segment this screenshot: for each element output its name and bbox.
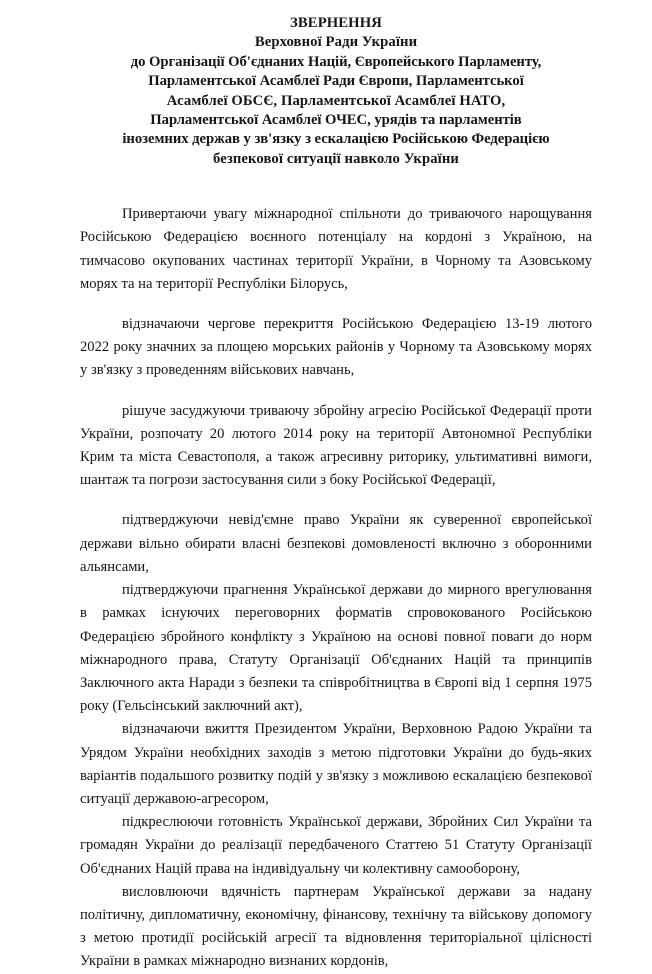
title-line-3: до Організації Об'єднаних Націй, Європейського Парламенту, [130, 53, 542, 70]
title-line-7: іноземних держав у зв'язку з ескалацією Російською Федерацією [122, 131, 550, 148]
paragraph-2: відзначаючи чергове перекриття Російською Федерацією 13-19 лютого 2022 року значних за площею морських районів у Чорному та Азовському морях у зв'язку з проведенням військових навчань, [80, 316, 592, 379]
document-title-block [80, 14, 592, 169]
paragraph-8: висловлюючи вдячність партнерам Української держави за надану політичну, дипломатичну, економічну, фінансову, технічну та військову допомогу з метою протидії російській агресії та відновлення територіальної цілісності України в рамках міжнародно визнаних кордонів, [80, 883, 592, 970]
title-line-5: Асамблеї ОБСЄ, Парламентської Асамблеї НАТО, [166, 92, 506, 109]
page-title [80, 14, 592, 169]
paragraph-4: підтверджуючи невід'ємне право України як суверенної європейської держави вільно обирати власні безпекові домовленості включно з оборонними альянсами, [80, 512, 592, 575]
paragraph-5: підтверджуючи прагнення Української держави до мирного врегулювання в рамках існуючих переговорних форматів спровокованого Російською Федерацією збройного конфлікту з Україною на основі повної поваги до норм міжнародного права, Статуту Організації Об'єднаних Націй та принципів Заключного акта Наради з безпеки та співробітництва в Європі від 1 серпня 1975 року (Гельсінський заключний акт), [80, 582, 592, 715]
title-line-8: безпекової ситуації навколо України [213, 150, 459, 167]
paragraph-7: підкреслюючи готовність Української держави, Збройних Сил України та громадян України до реалізації передбаченого Статтею 51 Статуту Організації Об'єднаних Націй права на індивідуальну чи колективну самооборону, [80, 814, 592, 877]
title-line-2: Верховної Ради України [254, 34, 418, 51]
title-line-1: ЗВЕРНЕННЯ [290, 15, 382, 31]
paragraph-6: відзначаючи вжиття Президентом України, Верховною Радою України та Урядом України необхідних заходів з метою підготовки України до будь-яких варіантів подальшого розвитку подій у зв'язку з можливою ескалацією безпекової ситуації державою-агресором, [80, 721, 592, 807]
paragraph-3: рішуче засуджуючи триваючу збройну агресію Російської Федерації проти України, розпочату 20 лютого 2014 року на території Автономної Республіки Крим та міста Севастополя, а також агресивну риторику, ультимативні вимоги, шантаж та погрози застосування сили з боку Російської Федерації, [80, 402, 592, 489]
title-line-6: Парламентської Асамблеї ОЧЕС, урядів та парламентів [150, 112, 522, 129]
title-line-4: Парламентської Асамблеї Ради Європи, Парламентської [148, 73, 524, 90]
document-body [80, 203, 592, 973]
paragraph-1: Привертаючи увагу міжнародної спільноти до триваючого нарощування Російською Федерацією воєнного потенціалу на кордоні з Україною, на тимчасово окупованих частинах території України, в Чорному та Азовському морях та на території Республіки Білорусь, [80, 206, 592, 292]
